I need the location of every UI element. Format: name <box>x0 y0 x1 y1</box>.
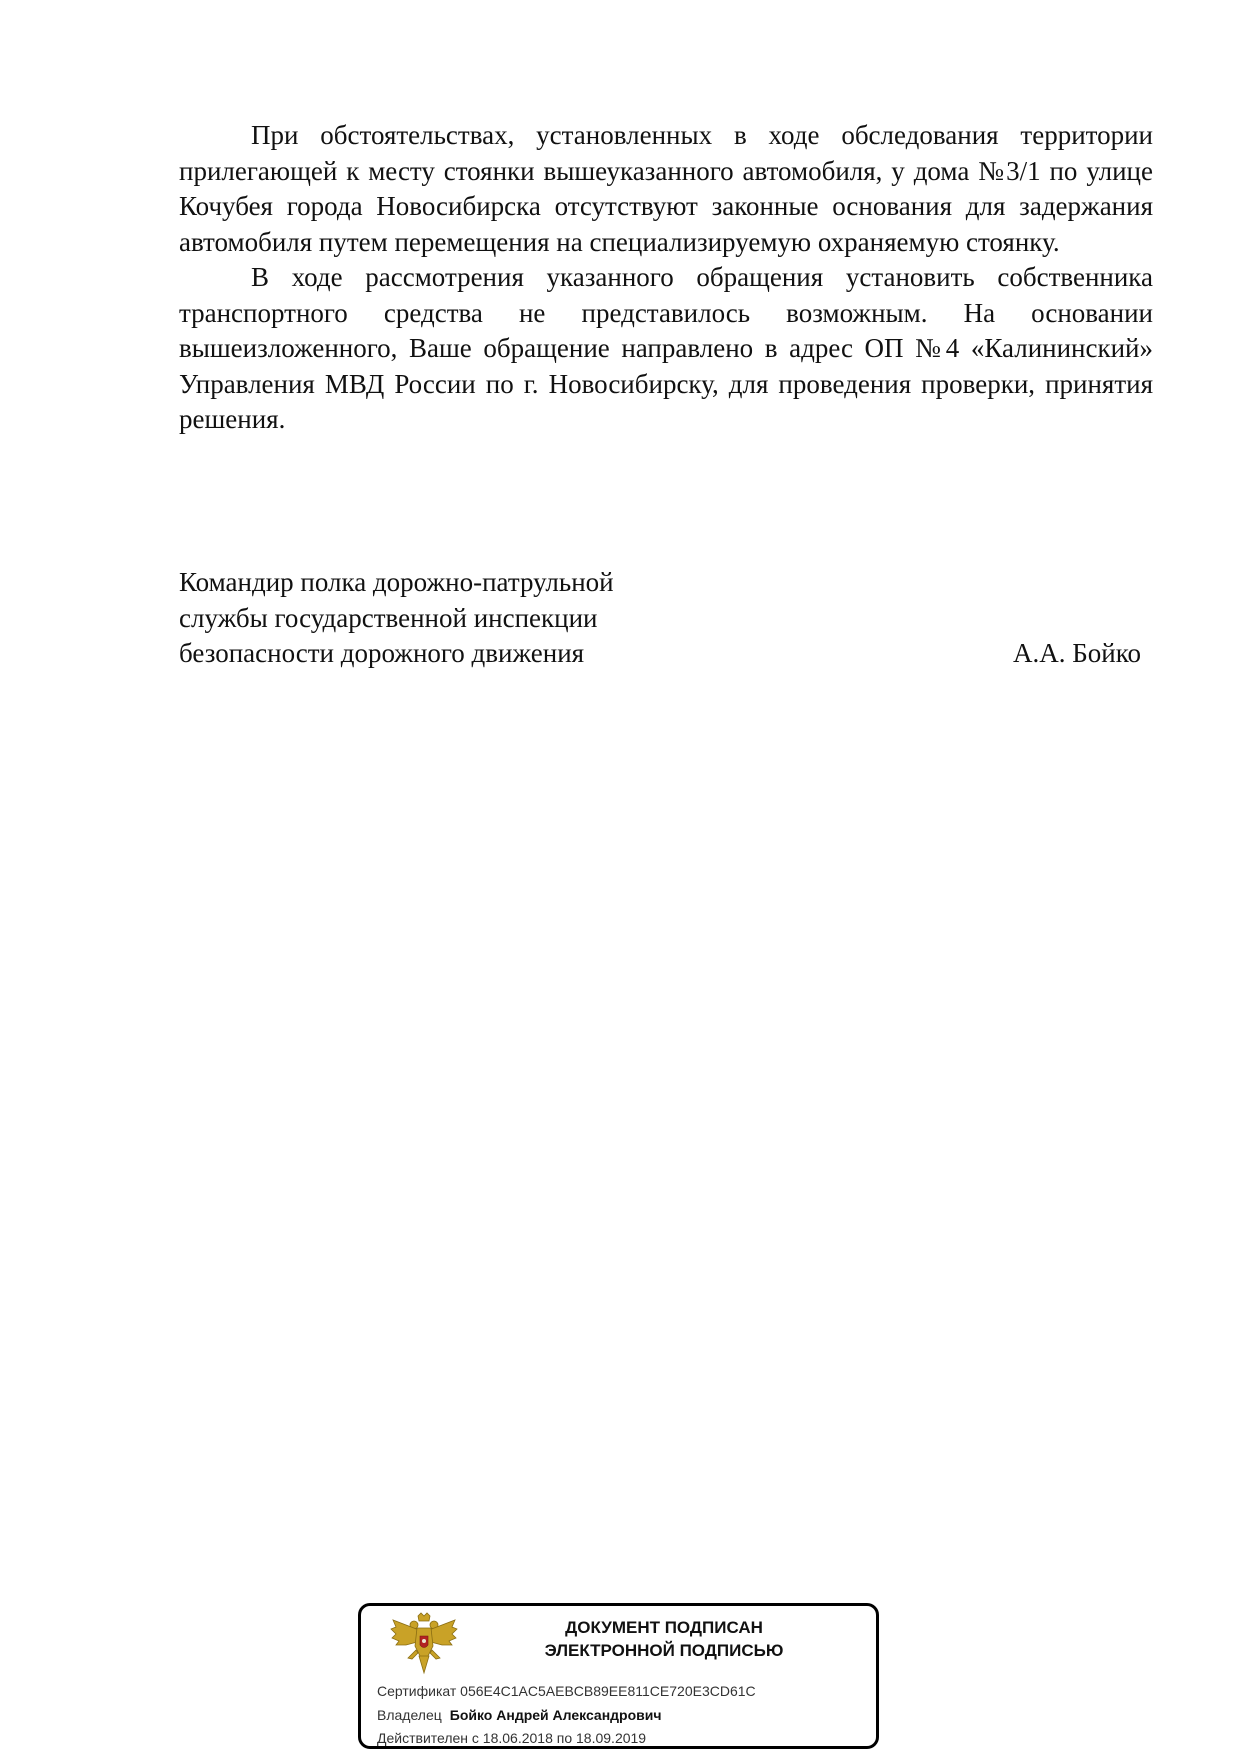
signatory-name: А.А. Бойко <box>1013 638 1141 668</box>
stamp-title <box>469 1616 859 1662</box>
stamp-owner-name: Бойко Андрей Александрович <box>449 1707 662 1723</box>
signatory-position-line: безопасности дорожного движения <box>179 638 585 668</box>
signatory-position-line: службы государственной инспекции <box>179 602 598 633</box>
double-headed-eagle-icon <box>389 1612 459 1676</box>
stamp-title-line: ЭЛЕКТРОННОЙ ПОДПИСЬЮ <box>544 1641 784 1660</box>
stamp-validity: Действителен с 18.06.2018 по 18.09.2019 <box>377 1730 647 1746</box>
paragraph-circumstances: При обстоятельствах, установленных в ходе обследования территории прилегающей к месту стоянки вышеуказанного автомобиля, у дома №3/1 по улице Кочубея города Новосибирска отсутствуют законные основания для задержания автомобиля путем перемещения на специализируемую охраняемую стоянку. <box>179 120 1153 257</box>
paragraph-referral: В ходе рассмотрения указанного обращения установить собственника транспортного средства не представилось возможным. На основании вышеизложенного, Ваше обращение направлено в адрес ОП №4 «Калининский» Управления МВД России по г. Новосибирску, для проведения проверки, принятия решения. <box>179 262 1153 434</box>
signature-block <box>179 565 1141 672</box>
electronic-signature-stamp <box>358 1603 879 1749</box>
stamp-certificate: Сертификат 056E4C1AC5AEBCB89EE811CE720E3CD61C <box>377 1683 756 1699</box>
stamp-owner-row <box>377 1707 662 1723</box>
signatory-position-line: Командир полка дорожно-патрульной <box>179 567 614 597</box>
letter-body <box>179 118 1153 438</box>
stamp-owner-label: Владелец <box>377 1707 442 1723</box>
stamp-title-line: ДОКУМЕНТ ПОДПИСАН <box>565 1618 763 1637</box>
